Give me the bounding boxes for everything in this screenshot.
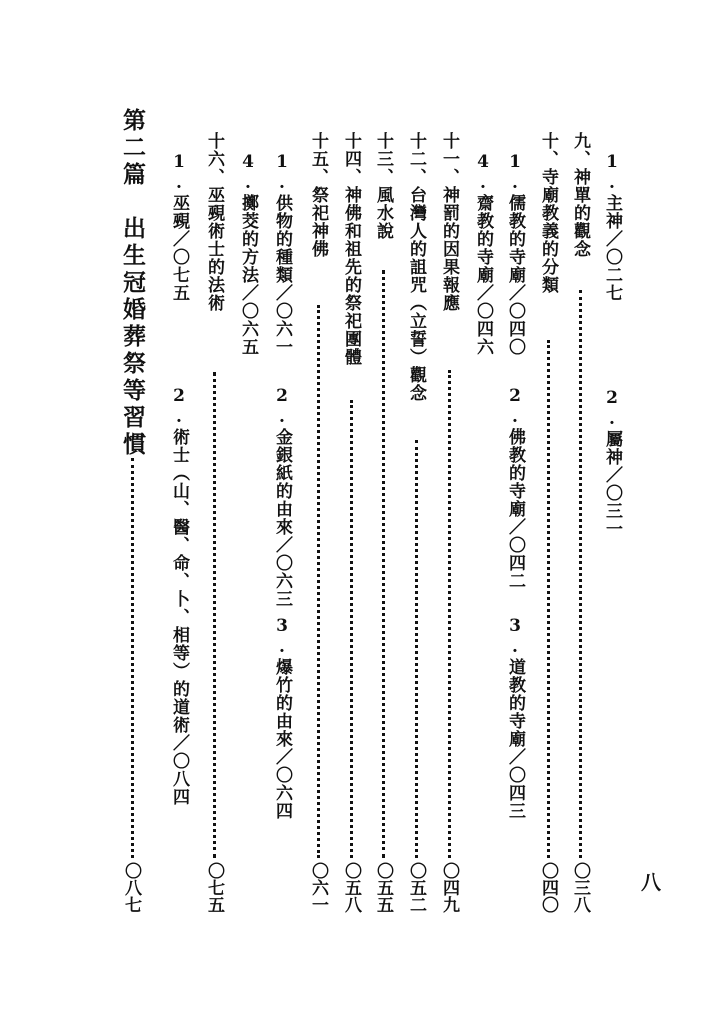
toc-entry: 3.道教的寺廟／〇四三 bbox=[505, 616, 525, 820]
toc-entry: 1.巫覡／〇七五 bbox=[169, 152, 189, 302]
toc-heading: 十三、風水說 bbox=[373, 132, 393, 240]
toc-page-ref: 〇五二 bbox=[406, 862, 426, 913]
toc-entry: 1.儒教的寺廟／〇四〇 bbox=[505, 152, 525, 356]
leader-dots bbox=[131, 458, 134, 858]
toc-page-ref: 〇五八 bbox=[341, 862, 361, 913]
toc-page-ref: 〇四〇 bbox=[538, 862, 558, 913]
toc-entry: 4.齋教的寺廟／〇四六 bbox=[473, 152, 493, 356]
leader-dots bbox=[448, 370, 451, 858]
toc-page-ref: 〇四九 bbox=[439, 862, 459, 913]
toc-page-ref: 〇三八 bbox=[570, 862, 590, 913]
leader-dots bbox=[547, 340, 550, 858]
toc-heading: 十二、台灣人的詛咒（立誓）觀念 bbox=[406, 132, 426, 402]
toc-entry: 4.擲茭的方法／〇六五 bbox=[238, 152, 258, 356]
toc-entry: 2.屬神／〇三一 bbox=[602, 388, 622, 538]
toc-entry: 2.金銀紙的由來／〇六三 bbox=[272, 386, 292, 608]
toc-heading: 十四、神佛和祖先的祭祀團體 bbox=[341, 132, 361, 366]
part-heading: 第二篇 出生冠婚葬祭等習慣 bbox=[119, 108, 146, 459]
toc-entry: 1.主神／〇二七 bbox=[602, 152, 622, 302]
page-number: 八 bbox=[641, 870, 661, 894]
leader-dots bbox=[579, 290, 582, 858]
toc-page-ref: 〇八七 bbox=[121, 862, 141, 913]
toc-heading: 十六、巫覡術士的法術 bbox=[204, 132, 224, 312]
toc-page-ref: 〇五五 bbox=[373, 862, 393, 913]
toc-page-ref: 〇六一 bbox=[308, 862, 328, 913]
toc-entry: 2.術士（山、醫、命、卜、相等）的道術／〇八四 bbox=[169, 386, 189, 806]
leader-dots bbox=[213, 372, 216, 858]
toc-heading: 十一、神罰的因果報應 bbox=[439, 132, 459, 312]
toc-page-ref: 〇七五 bbox=[204, 862, 224, 913]
leader-dots bbox=[382, 270, 385, 858]
toc-entry: 2.佛教的寺廟／〇四二 bbox=[505, 386, 525, 590]
leader-dots bbox=[317, 305, 320, 858]
toc-entry: 3.爆竹的由來／〇六四 bbox=[272, 616, 292, 820]
toc-heading: 十、寺廟教義的分類 bbox=[538, 132, 558, 294]
toc-heading: 十五、祭祀神佛 bbox=[308, 132, 328, 258]
leader-dots bbox=[350, 400, 353, 858]
leader-dots bbox=[415, 440, 418, 858]
toc-entry: 1.供物的種類／〇六一 bbox=[272, 152, 292, 356]
toc-heading: 九、神單的觀念 bbox=[570, 132, 590, 258]
